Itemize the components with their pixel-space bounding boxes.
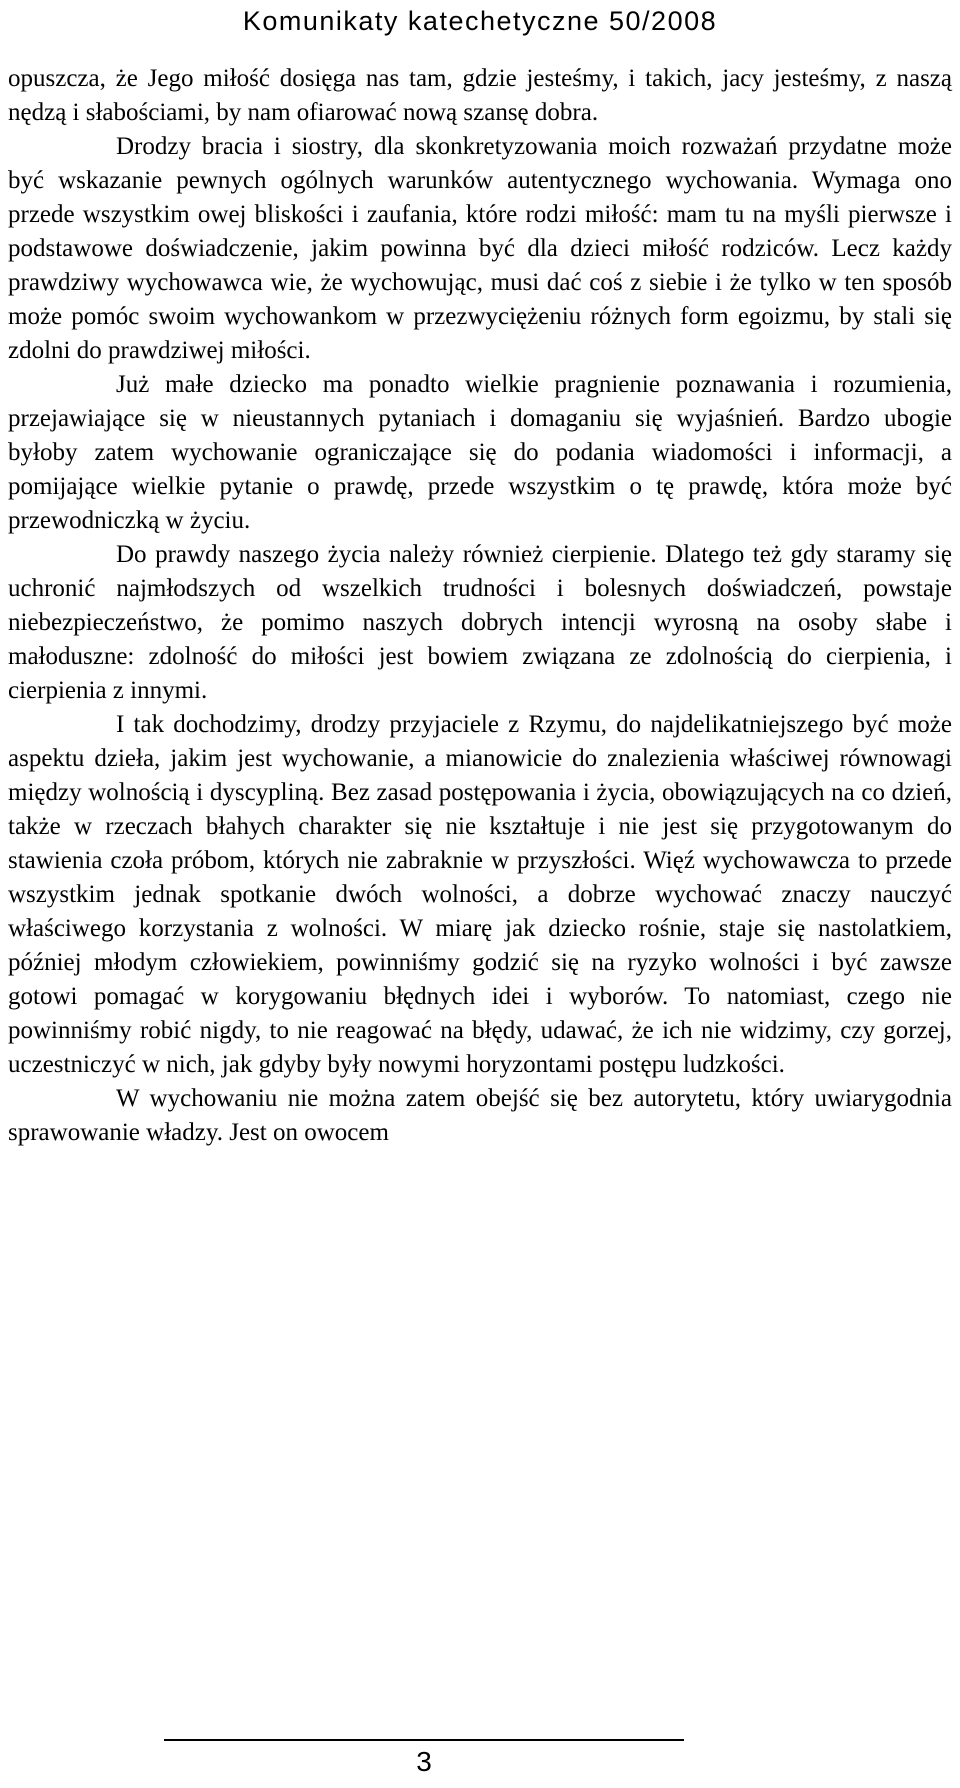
page-number [0, 1744, 960, 1780]
running-header: Komunikaty katechetyczne 50/2008 [242, 6, 718, 36]
paragraph: Drodzy bracia i siostry, dla skonkretyzowania moich rozważań przydatne może być wskazanie pewnych ogólnych warunków autentycznego wychowania. Wymaga ono przede wszystkim owej bliskości i zaufania, które rodzi miłość: mam tu na myśli pierwsze i podstawowe doświadczenie, jakim powinna być dla dzieci miłość rodziców. Lecz każdy prawdziwy wychowawca wie, że wychowując, musi dać coś z siebie i że tylko w ten sposób może pomóc swoim wychowankom w przezwyciężeniu różnych form egoizmu, by stali się zdolni do prawdziwej miłości. [8, 133, 952, 364]
paragraph: Do prawdy naszego życia należy również cierpienie. Dlatego też gdy staramy się uchronić najmłodszych od wszelkich trudności i bolesnych doświadczeń, powstaje niebezpieczeństwo, że pomimo naszych dobrych intencji wyrosną na osoby słabe i małoduszne: zdolność do miłości jest bowiem związana ze zdolnością do cierpienia, i cierpienia z innymi. [8, 541, 952, 704]
page-number-value: 3 [416, 1746, 432, 1777]
footnote-rule [164, 1739, 684, 1741]
paragraph: Już małe dziecko ma ponadto wielkie pragnienie poznawania i rozumienia, przejawiające się w nieustannych pytaniach i domaganiu się wyjaśnień. Bardzo ubogie byłoby zatem wychowanie ograniczające się do podania wiadomości i informacji, a pomijające wielkie pytanie o prawdę, przede wszystkim o tę prawdę, która może być przewodniczką w życiu. [8, 371, 952, 534]
paragraph: opuszcza, że Jego miłość dosięga nas tam, gdzie jesteśmy, i takich, jacy jesteśmy, z naszą nędzą i słabościami, by nam ofiarować nową szansę dobra. [8, 65, 952, 126]
body-text [8, 62, 952, 1150]
paragraph: W wychowaniu nie można zatem obejść się bez autorytetu, który uwiarygodnia sprawowanie władzy. Jest on owocem [8, 1085, 952, 1146]
paragraph: I tak dochodzimy, drodzy przyjaciele z Rzymu, do najdelikatniejszego być może aspektu dzieła, jakim jest wychowanie, a mianowicie do znalezienia właściwej równowagi między wolnością i dyscypliną. Bez zasad postępowania i życia, obowiązujących na co dzień, także w rzeczach błahych charakter się nie kształtuje i nie jest się przygotowanym do stawienia czoła próbom, których nie zabraknie w przyszłości. Więź wychowawcza to przede wszystkim jednak spotkanie dwóch wolności, a dobrze wychować znaczy nauczyć właściwego korzystania z wolności. W miarę jak dziecko rośnie, staje się nastolatkiem, później młodym człowiekiem, powinniśmy godzić się na ryzyko wolności i być zawsze gotowi pomagać w korygowaniu błędnych idei i wyborów. To natomiast, czego nie powinniśmy robić nigdy, to nie reagować na błędy, udawać, że ich nie widzimy, czy gorzej, uczestniczyć w nich, jak gdyby były nowymi horyzontami postępu ludzkości. [8, 711, 952, 1078]
